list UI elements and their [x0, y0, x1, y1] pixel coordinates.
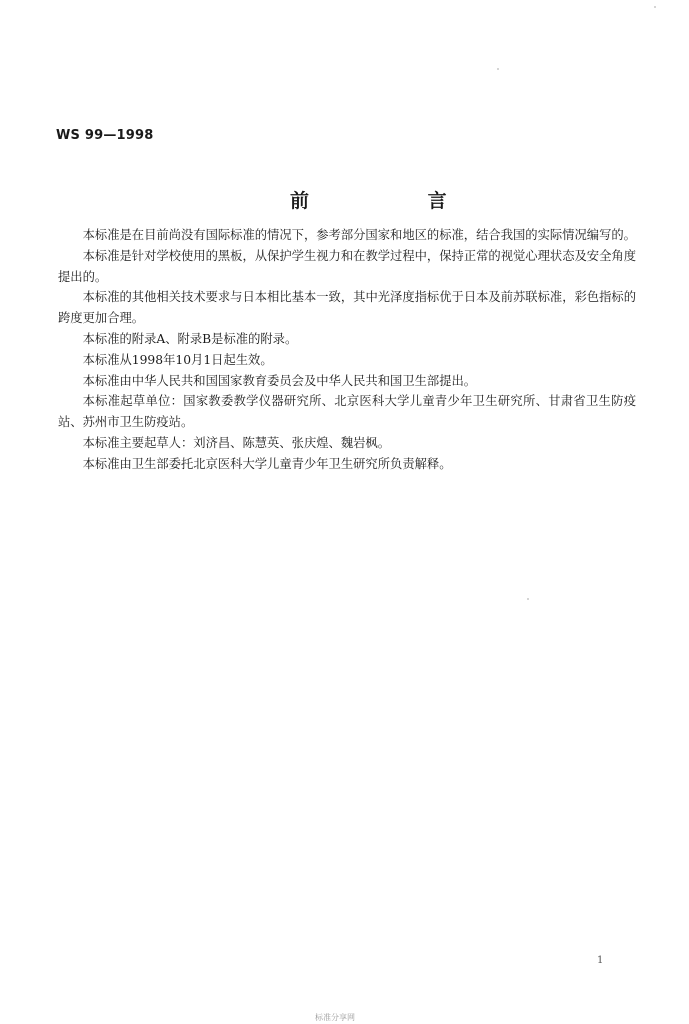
standard-code: WS 99—1998 — [56, 128, 154, 143]
preface-paragraph: 本标准起草单位：国家教委教学仪器研究所、北京医科大学儿童青少年卫生研究所、甘肃省卫生防疫站、苏州市卫生防疫站。 — [58, 394, 636, 430]
page-title: 前 言 — [290, 190, 503, 212]
preface-body — [58, 225, 636, 475]
preface-paragraph: 本标准是在目前尚没有国际标准的情况下，参考部分国家和地区的标准，结合我国的实际情况编写的。 — [82, 228, 636, 242]
preface-paragraph: 本标准的附录A、附录B是标准的附录。 — [82, 331, 298, 346]
scan-speck — [527, 598, 529, 600]
footer-watermark: 标准分享网 — [315, 1013, 355, 1022]
preface-paragraph: 本标准主要起草人：刘济昌、陈慧英、张庆煌、魏岩枫。 — [82, 435, 391, 450]
scan-speck — [654, 6, 656, 8]
preface-paragraph: 本标准由中华人民共和国国家教育委员会及中华人民共和国卫生部提出。 — [82, 373, 477, 388]
scan-speck — [497, 68, 499, 70]
preface-paragraph: 本标准的其他相关技术要求与日本相比基本一致，其中光泽度指标优于日本及前苏联标准，彩色指标的跨度更加合理。 — [58, 290, 636, 326]
preface-paragraph: 本标准由卫生部委托北京医科大学儿童青少年卫生研究所负责解释。 — [82, 456, 452, 471]
page-number: 1 — [597, 955, 604, 966]
preface-paragraph: 本标准从1998年10月1日起生效。 — [82, 352, 273, 367]
preface-paragraph: 本标准是针对学校使用的黑板，从保护学生视力和在教学过程中，保持正常的视觉心理状态及安全角度提出的。 — [58, 248, 636, 284]
